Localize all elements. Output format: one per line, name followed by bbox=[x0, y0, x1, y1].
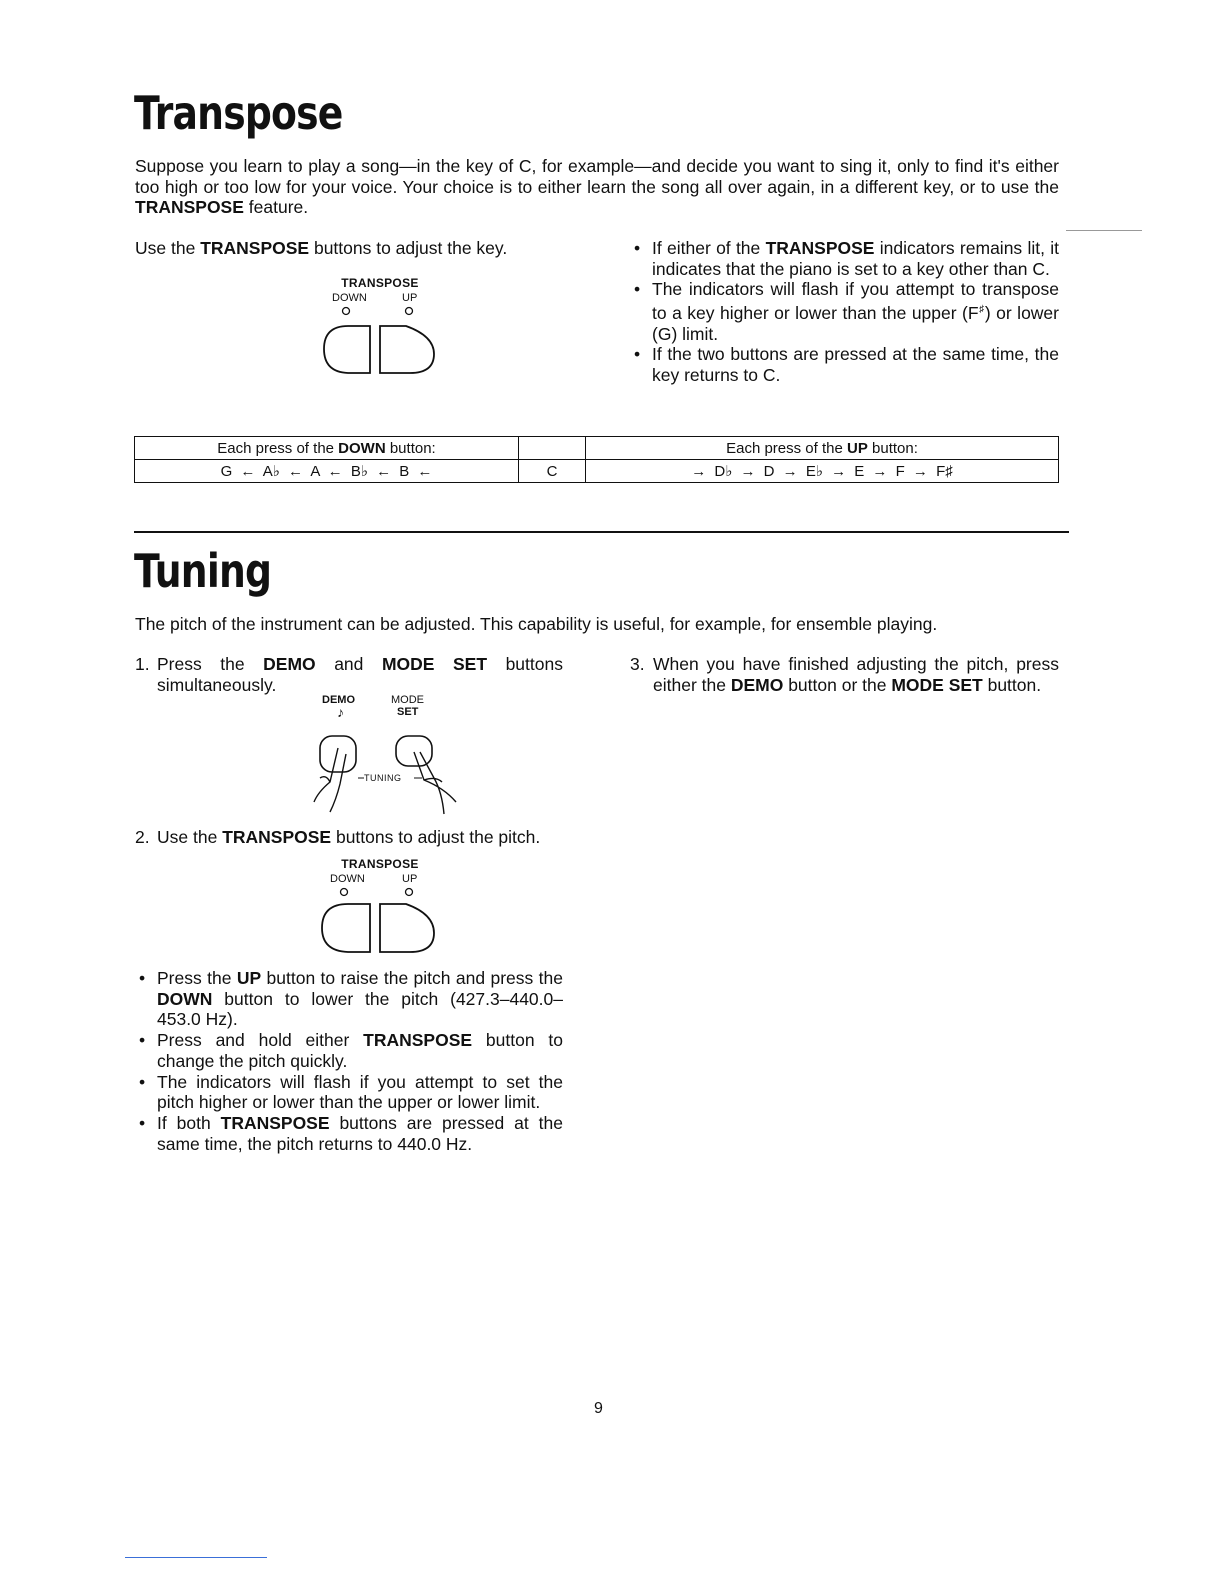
intro-text: Suppose you learn to play a song—in the key of C, for example—and decide you want to sing it, only to find it's either too high or too low for your voice. Your choice is to either learn the song all over again, in a different key, or to use the bbox=[135, 156, 1059, 197]
header-text: button: bbox=[385, 439, 436, 457]
bullet-text: indicators remains lit, it indicates that the piano is set to a key other than C. bbox=[652, 238, 1059, 279]
bullet-text: The indicators will flash if you attempt to transpose to a key higher or lower than the upper (F bbox=[652, 279, 1059, 323]
transpose-buttons-svg bbox=[300, 276, 460, 386]
down-header-cell bbox=[135, 437, 519, 460]
down-button-shape bbox=[324, 326, 370, 373]
header-bold: UP bbox=[847, 439, 868, 457]
use-post: buttons to adjust the key. bbox=[309, 238, 508, 258]
step-bold: MODE SET bbox=[381, 654, 488, 674]
down-indicator-led bbox=[341, 889, 348, 896]
bullet-text: If either of the bbox=[652, 238, 766, 258]
transpose-bullets bbox=[630, 238, 1059, 386]
bullet-bold: TRANSPOSE bbox=[220, 1112, 330, 1133]
transpose-bullet-1 bbox=[630, 238, 1059, 279]
tuning-bullet-3 bbox=[135, 1072, 563, 1113]
center-key-cell: C bbox=[519, 460, 586, 483]
step-text: button. bbox=[982, 674, 1042, 695]
step-text: Use the bbox=[157, 827, 223, 847]
section-divider bbox=[134, 531, 1069, 533]
bullet-bold: UP bbox=[236, 968, 262, 988]
step-text: When you have finished adjusting the pitch, press either the bbox=[653, 654, 1059, 695]
bullet-text: Press the bbox=[157, 968, 237, 988]
mode-label: MODE bbox=[391, 694, 424, 706]
bullet-bold: TRANSPOSE bbox=[765, 238, 875, 258]
tuning-bullet-2 bbox=[135, 1030, 563, 1071]
down-indicator-led bbox=[343, 308, 350, 315]
transpose-bullet-3 bbox=[630, 344, 1059, 385]
transpose-title: Transpose bbox=[134, 86, 343, 140]
step-text: button or the bbox=[783, 674, 892, 695]
bullet-text: If both bbox=[157, 1112, 221, 1133]
step-text: Press the bbox=[157, 654, 264, 674]
up-button-shape bbox=[380, 904, 434, 952]
transpose-diagram-label: TRANSPOSE bbox=[341, 276, 419, 290]
bullet-text: The indicators will flash if you attempt to set the pitch higher or lower than the upper or lower limit. bbox=[157, 1071, 563, 1113]
header-text: button: bbox=[867, 439, 918, 457]
transpose-bullet-2 bbox=[630, 279, 1059, 344]
step-number: 1. bbox=[135, 654, 150, 674]
step-bold: TRANSPOSE bbox=[222, 827, 332, 847]
use-bold: TRANSPOSE bbox=[200, 238, 310, 258]
tuning-step-1 bbox=[135, 654, 563, 695]
step-number: 3. bbox=[630, 654, 645, 674]
step-bold: DEMO bbox=[263, 654, 316, 674]
tuning-title: Tuning bbox=[134, 544, 272, 598]
step-text: and bbox=[315, 654, 382, 674]
down-sequence-cell: G ← A♭ ← A ← B♭ ← B ← bbox=[135, 460, 519, 483]
table-sequence-row bbox=[135, 460, 1059, 483]
transpose-buttons-svg bbox=[300, 857, 460, 967]
transpose-key-table bbox=[134, 436, 1059, 483]
down-button-shape bbox=[322, 904, 370, 952]
transpose-buttons-diagram bbox=[300, 276, 460, 386]
mode-set-button-shape bbox=[396, 736, 432, 766]
step-number: 2. bbox=[135, 827, 150, 847]
note-icon: ♪ bbox=[337, 704, 344, 720]
center-header-cell bbox=[519, 437, 586, 460]
bullet-text: buttons are pressed at the same time, the pitch returns to 440.0 Hz. bbox=[157, 1112, 563, 1154]
use-pre: Use the bbox=[135, 238, 201, 258]
up-indicator-led bbox=[406, 308, 413, 315]
right-hand-icon bbox=[414, 752, 456, 814]
demo-mode-set-diagram bbox=[296, 692, 476, 822]
up-sequence-cell: → D♭ → D → E♭ → E → F → F♯ bbox=[586, 460, 1059, 483]
header-text: Each press of the bbox=[217, 439, 339, 457]
header-bold: DOWN bbox=[338, 439, 386, 457]
bullet-text: ) or lower (G) limit. bbox=[652, 302, 1059, 344]
intro-text-end: feature. bbox=[243, 197, 309, 218]
up-indicator-led bbox=[406, 889, 413, 896]
tuning-step-2 bbox=[135, 827, 563, 848]
step-bold: MODE SET bbox=[891, 674, 983, 695]
tuning-bullets bbox=[135, 968, 563, 1154]
demo-label: DEMO bbox=[322, 694, 355, 706]
step-text: buttons to adjust the pitch. bbox=[331, 827, 541, 847]
bullet-text: If the two buttons are pressed at the same time, the key returns to C. bbox=[652, 344, 1059, 386]
bullet-text: button to change the pitch quickly. bbox=[157, 1030, 563, 1071]
header-text: Each press of the bbox=[726, 439, 847, 457]
tuning-step-3 bbox=[630, 654, 1059, 695]
step-text: buttons simultaneously. bbox=[157, 654, 563, 695]
transpose-use-line bbox=[135, 238, 575, 259]
bullet-text: button to lower the pitch (427.3–440.0–453.0 Hz). bbox=[157, 988, 563, 1030]
step-bold: DEMO bbox=[730, 674, 784, 695]
sharp-sign: ♯ bbox=[978, 304, 985, 316]
tuning-bullet-1 bbox=[135, 968, 563, 1030]
bullet-bold: TRANSPOSE bbox=[363, 1030, 473, 1051]
left-hand-icon bbox=[314, 748, 346, 812]
transpose-diagram-label: TRANSPOSE bbox=[341, 857, 419, 871]
tuning-transpose-buttons-diagram bbox=[300, 857, 460, 967]
table-header-row bbox=[135, 437, 1059, 460]
scan-edge-line bbox=[125, 1557, 267, 1558]
bullet-text: Press and hold either bbox=[157, 1030, 364, 1051]
tuning-label: TUNING bbox=[364, 773, 402, 783]
up-button-shape bbox=[380, 326, 434, 373]
tuning-intro: The pitch of the instrument can be adjusted. This capability is useful, for example, for ensemble playing. bbox=[135, 614, 938, 634]
set-label: SET bbox=[397, 706, 419, 718]
tuning-bullet-4 bbox=[135, 1113, 563, 1154]
intro-bold: TRANSPOSE bbox=[135, 197, 244, 218]
transpose-intro bbox=[135, 156, 1059, 218]
hands-pressing-svg bbox=[296, 692, 476, 822]
down-label: DOWN bbox=[330, 873, 365, 885]
bullet-bold: DOWN bbox=[157, 988, 213, 1009]
scan-artifact-line bbox=[1066, 230, 1142, 231]
up-header-cell bbox=[586, 437, 1059, 460]
up-label: UP bbox=[402, 873, 418, 885]
demo-button-shape bbox=[320, 736, 356, 772]
bullet-text: button to raise the pitch and press the bbox=[261, 968, 563, 988]
down-label: DOWN bbox=[332, 292, 367, 304]
up-label: UP bbox=[402, 292, 418, 304]
page-number: 9 bbox=[594, 1400, 603, 1417]
